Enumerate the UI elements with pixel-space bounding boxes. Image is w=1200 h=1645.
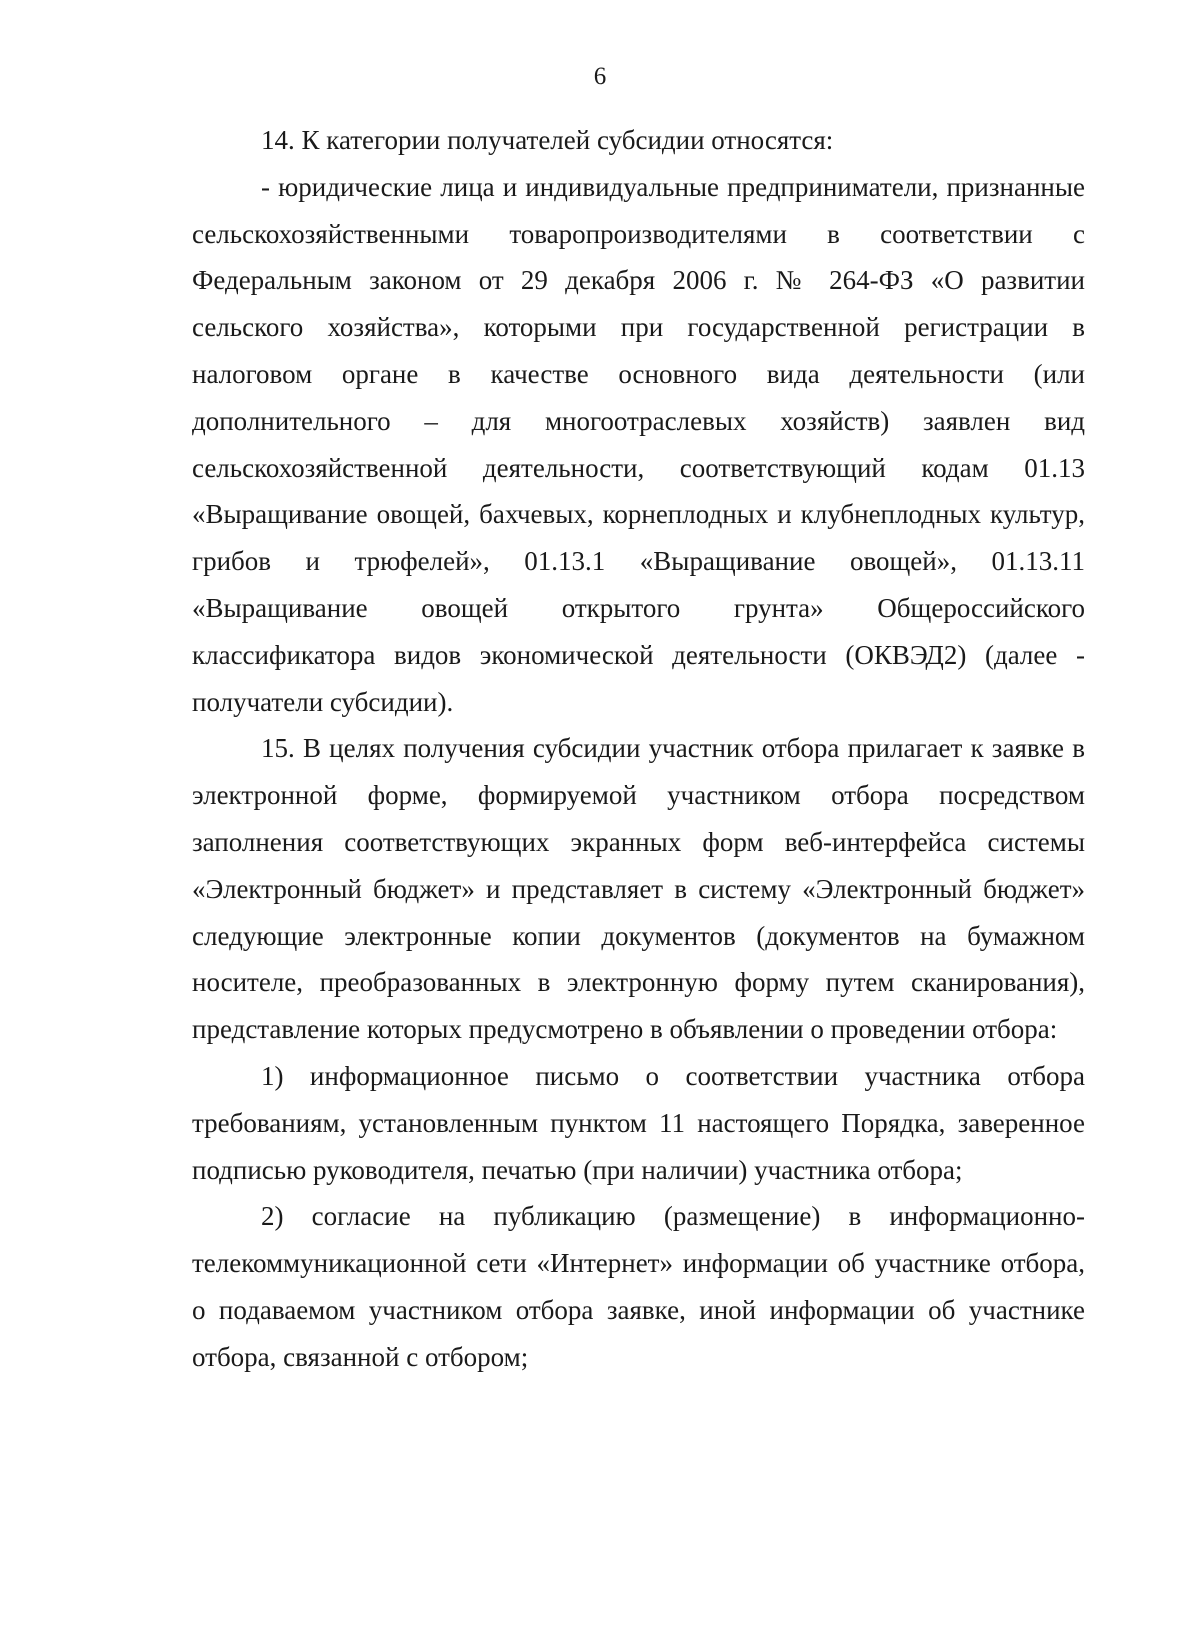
paragraph-item-1: 1) информационное письмо о соответствии участника отбора требованиям, установленным пунктом 11 настоящего Порядка, заверенное подписью руководителя, печатью (при наличии) участника отбора; xyxy=(192,1060,1085,1185)
document-body xyxy=(192,117,1085,1381)
paragraph-15: 15. В целях получения субсидии участник отбора прилагает к заявке в электронной форме, формируемой участником отбора посредством заполнения соответствующих экранных форм веб-интерфейса системы «Электронный бюджет» и представляет в систему «Электронный бюджет» следующие электронные копии документов (документов на бумажном носителе, преобразованных в электронную форму путем сканирования), представление которых предусмотрено в объявлении о проведении отбора: xyxy=(192,733,1085,1045)
paragraph-recipients-list-item: - юридические лица и индивидуальные предприниматели, признанные сельскохозяйственными товаропроизводителями в соответствии с Федеральным законом от 29 декабря 2006 г. № 264-ФЗ «О развитии сельского хозяйства», которыми при государственной регистрации в налоговом органе в качестве основного вида деятельности (или дополнительного – для многоотраслевых хозяйств) заявлен вид сельскохозяйственной деятельности, соответствующий кодам 01.13 «Выращивание овощей, бахчевых, корнеплодных и клубнеплодных культур, грибов и трюфелей», 01.13.1 «Выращивание овощей», 01.13.11 «Выращивание овощей открытого грунта» Общероссийского классификатора видов экономической деятельности (ОКВЭД2) (далее - получатели субсидии). xyxy=(192,171,1085,717)
page-number: 6 xyxy=(593,63,607,90)
paragraph-14-heading: 14. К категории получателей субсидии относятся: xyxy=(261,125,834,155)
paragraph-item-2: 2) согласие на публикацию (размещение) в информационно-телекоммуникационной сети «Интернет» информации об участнике отбора, о подаваемом участником отбора заявке, иной информации об участнике отбора, связанной с отбором; xyxy=(192,1201,1085,1372)
